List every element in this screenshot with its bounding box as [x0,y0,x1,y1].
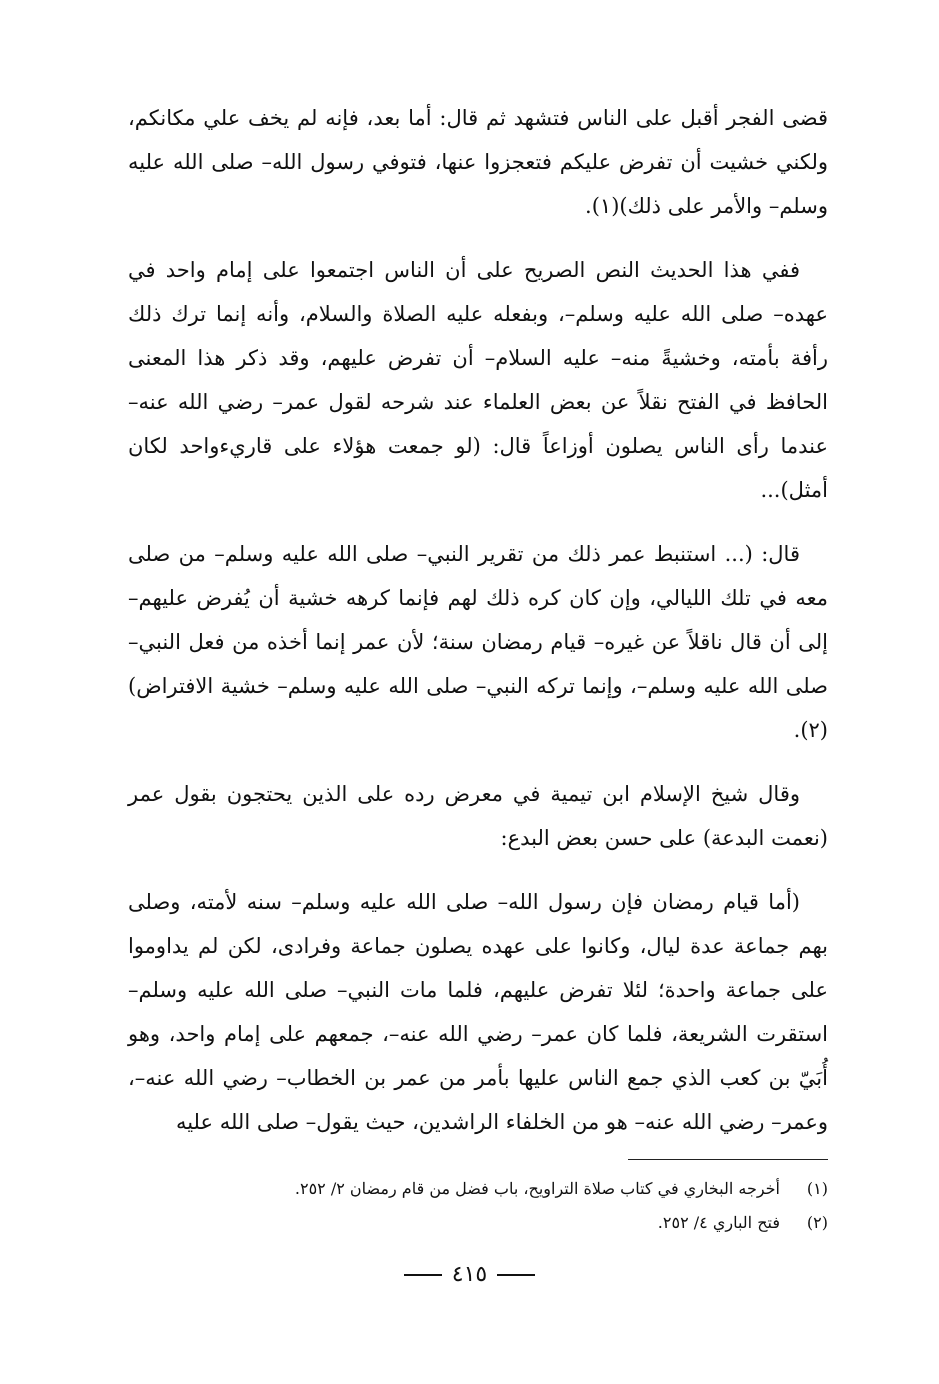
body-text [128,96,828,1164]
dash-left [497,1274,535,1276]
footnote-text: فتح الباري ٤/ ٢٥٢. [657,1213,780,1232]
paragraph-3: قال: (... استنبط عمر ذلك من تقرير النبي– صلى الله عليه وسلم– من صلى معه في تلك الليالي، وإن كان كره ذلك لهم فإنما كرهه خشية أن يُفرض عليهم– إلى أن قال ناقلاً عن غيره– قيام رمضان سنة؛ لأن عمر إنما أخذه من فعل النبي– صلى الله عليه وسلم–، وإنما تركه النبي– صلى الله عليه وسلم– خشية الافتراض)(٢). [128,542,828,742]
paragraph-1: قضى الفجر أقبل على الناس فتشهد ثم قال: أما بعد، فإنه لم يخف علي مكانكم، ولكني خشيت أن تفرض عليكم فتعجزوا عنها، فتوفي رسول الله– صلى الله عليه وسلم– والأمر على ذلك)(١). [128,106,828,218]
paragraph-4: وقال شيخ الإسلام ابن تيمية في معرض رده على الذين يحتجون بقول عمر (نعمت البدعة) على حسن بعض البدع: [128,782,828,850]
footnote-text: أخرجه البخاري في كتاب صلاة التراويح، باب فضل من قام رمضان ٢/ ٢٥٢. [294,1179,780,1198]
page-number-value: ٤١٥ [451,1262,488,1287]
footnote-divider [628,1159,828,1160]
dash-right [404,1274,442,1276]
page-number [0,1262,939,1287]
footnote-2 [128,1206,828,1240]
paragraph-5: (أما قيام رمضان فإن رسول الله– صلى الله عليه وسلم– سنه لأمته، وصلى بهم جماعة عدة ليال، وكانوا على عهده يصلون جماعة وفرادى، لكن لم يداوموا على جماعة واحدة؛ لئلا تفرض عليهم، فلما مات النبي– صلى الله عليه وسلم– استقرت الشريعة، فلما كان عمر– رضي الله عنه–، جمعهم على إمام واحد، وهو أُبَيّ بن كعب الذي جمع الناس عليها بأمر من عمر بن الخطاب– رضي الله عنه–، وعمر– رضي الله عنه– هو من الخلفاء الراشدين، حيث يقول– صلى الله عليه [128,890,828,1134]
paragraph-2: ففي هذا الحديث النص الصريح على أن الناس اجتمعوا على إمام واحد في عهده– صلى الله عليه وسلم–، وبفعله عليه الصلاة والسلام، وأنه إنما ترك ذلك رأفة بأمته، وخشيةً منه– عليه السلام– أن تفرض عليهم، وقد ذكر هذا المعنى الحافظ في الفتح نقلاً عن بعض العلماء عند شرحه لقول عمر– رضي الله عنه– عندما رأى الناس يصلون أوزاعاً قال: (لو جمعت هؤلاء على قاريءواحد لكان أمثل)... [128,258,828,502]
footnote-number: (١) [806,1179,828,1198]
footnote-1 [128,1172,828,1206]
footnote-number: (٢) [806,1213,828,1232]
footnotes [128,1172,828,1240]
